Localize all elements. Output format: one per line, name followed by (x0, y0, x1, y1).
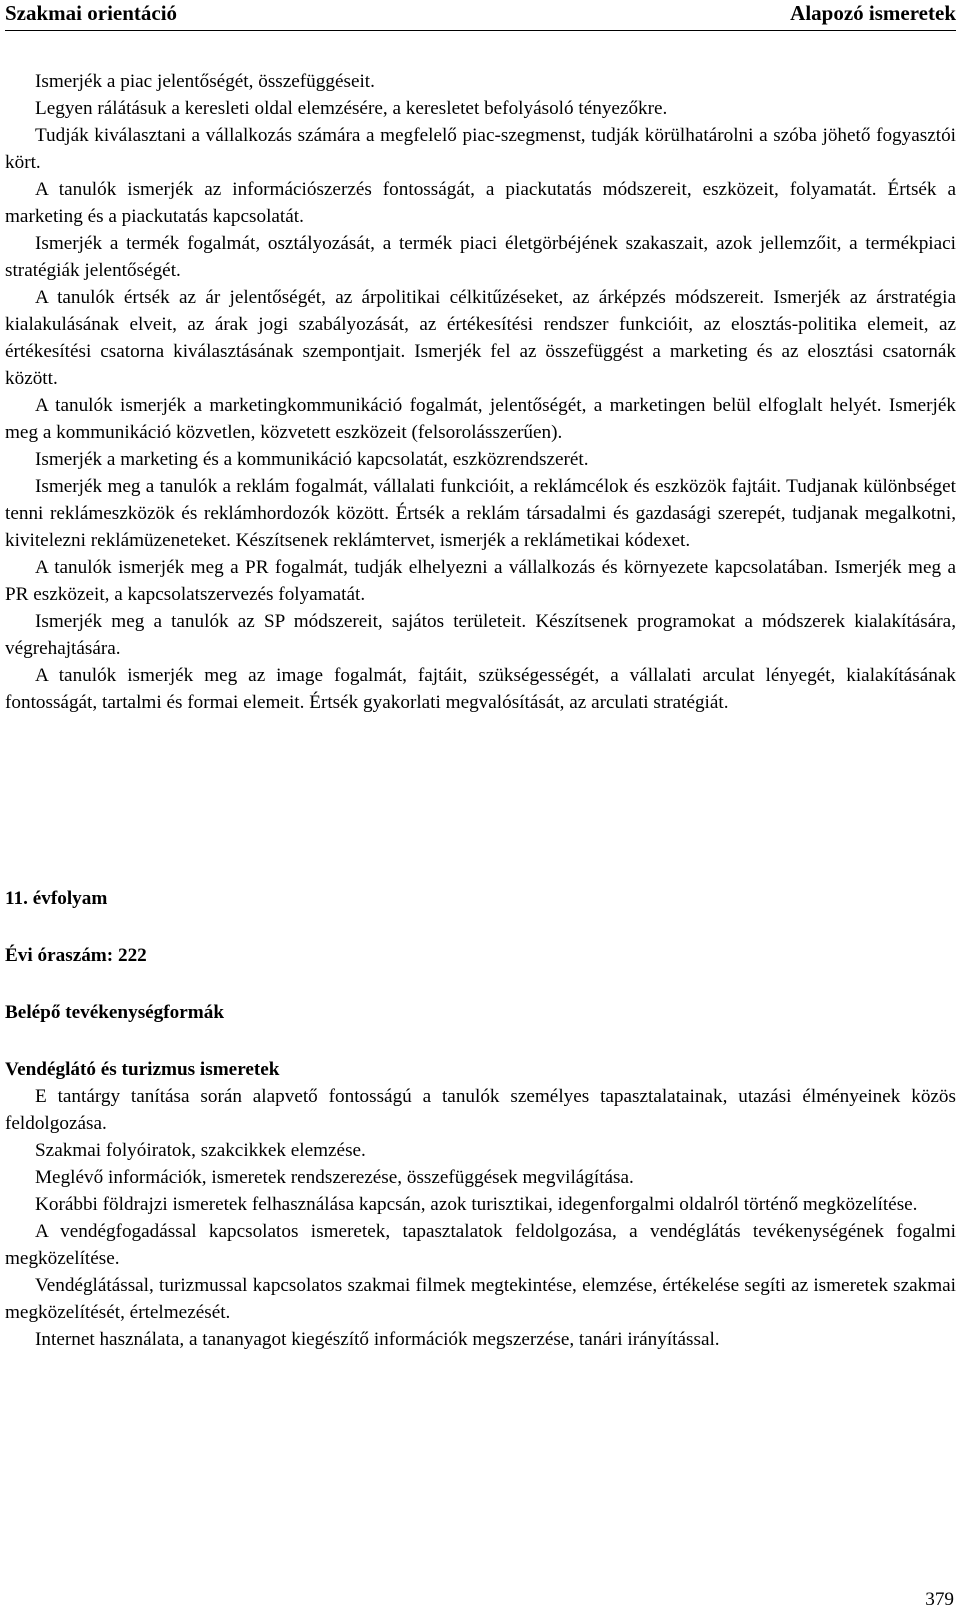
page-header (5, 0, 956, 31)
page-number: 379 (925, 1589, 954, 1610)
subject-paragraph: E tantárgy tanítása során alapvető fontosságú a tanulók személyes tapasztalatainak, utazási élményeinek közös feldolgozása. (5, 1086, 956, 1134)
paragraph: A tanulók ismerjék az információszerzés fontosságát, a piackutatás módszereit, eszközeit, folyamatát. Értsék a marketing és a piackutatás kapcsolatát. (5, 179, 956, 227)
paragraph: Ismerjék meg a tanulók az SP módszereit, sajátos területeit. Készítsenek programokat a módszerek kialakítására, végrehajtására. (5, 611, 956, 659)
annual-hours-heading: Évi óraszám: 222 (5, 945, 147, 966)
subject-paragraph: Vendéglátással, turizmussal kapcsolatos szakmai filmek megtekintése, elemzése, értékelése segíti az ismeretek szakmai megközelítését, értelmezését. (5, 1275, 956, 1323)
subject-section (5, 1056, 956, 1353)
paragraph: Ismerjék a piac jelentőségét, összefüggéseit. (35, 71, 375, 92)
subject-paragraph: Szakmai folyóiratok, szakcikkek elemzése. (35, 1140, 366, 1161)
subject-paragraph: Korábbi földrajzi ismeretek felhasználása kapcsán, azok turisztikai, idegenforgalmi oldalról történő megközelítése. (35, 1194, 918, 1215)
paragraph: A tanulók ismerjék meg a PR fogalmát, tudják elhelyezni a vállalkozás és környezete kapcsolatában. Ismerjék meg a PR eszközeit, a kapcsolatszervezés folyamatát. (5, 557, 956, 605)
main-content (5, 68, 956, 716)
paragraph: Ismerjék meg a tanulók a reklám fogalmát, vállalati funkcióit, a reklámcélok és eszközök fajtáit. Tudjanak különbséget tenni reklámeszközök és reklámhordozók között. Értsék a reklám társadalmi és gazdasági szerepét, tudjanak megalkotni, kivitelezni reklámüzeneteket. Készítsenek reklámtervet, ismerjék a reklámetikai kódexet. (5, 476, 956, 551)
header-section-title: Szakmai orientáció (5, 1, 178, 25)
subject-paragraph: Internet használata, a tananyagot kiegészítő információk megszerzése, tanári irányítással. (35, 1329, 720, 1350)
paragraph: Tudják kiválasztani a vállalkozás számára a megfelelő piac-szegmenst, tudják körülhatárolni a szóba jöhető fogyasztói kört. (5, 125, 956, 173)
paragraph: Ismerjék a termék fogalmát, osztályozását, a termék piaci életgörbéjének szakaszait, azok jellemzőit, a termékpiaci stratégiák jelentőségét. (5, 233, 956, 281)
header-chapter-title: Alapozó ismeretek (790, 1, 956, 25)
paragraph: Legyen rálátásuk a keresleti oldal elemzésére, a keresletet befolyásoló tényezőkre. (35, 98, 668, 119)
grade-heading: 11. évfolyam (5, 888, 108, 909)
activity-forms-heading: Belépő tevékenységformák (5, 1002, 225, 1023)
paragraph: A tanulók ismerjék a marketingkommunikáció fogalmát, jelentőségét, a marketingen belül elfoglalt helyét. Ismerjék meg a kommunikáció közvetlen, közvetett eszközeit (felsorolásszerűen). (5, 395, 956, 443)
subject-paragraph: Meglévő információk, ismeretek rendszerezése, összefüggések megvilágítása. (35, 1167, 634, 1188)
paragraph: A tanulók ismerjék meg az image fogalmát, fajtáit, szükségességét, a vállalati arculat lényegét, kialakításának fontosságát, tartalmi és formai elemeit. Értsék gyakorlati megvalósítását, az arculati stratégiát. (5, 665, 956, 713)
paragraph: A tanulók értsék az ár jelentőségét, az árpolitikai célkitűzéseket, az árképzés módszereit. Ismerjék az árstratégia kialakulásának elveit, az árak jogi szabályozását, az értékesítési rendszer funkcióit, az elosztás-politika elemeit, az értékesítési csatorna kiválasztásának szempontjait. Ismerjék fel az összefüggést a marketing és az elosztási csatornák között. (5, 287, 956, 389)
paragraph: Ismerjék a marketing és a kommunikáció kapcsolatát, eszközrendszerét. (35, 449, 589, 470)
subject-paragraph: A vendégfogadással kapcsolatos ismeretek, tapasztalatok feldolgozása, a vendéglátás tevékenységének fogalmi megközelítése. (5, 1221, 956, 1269)
subject-title: Vendéglátó és turizmus ismeretek (5, 1059, 280, 1080)
